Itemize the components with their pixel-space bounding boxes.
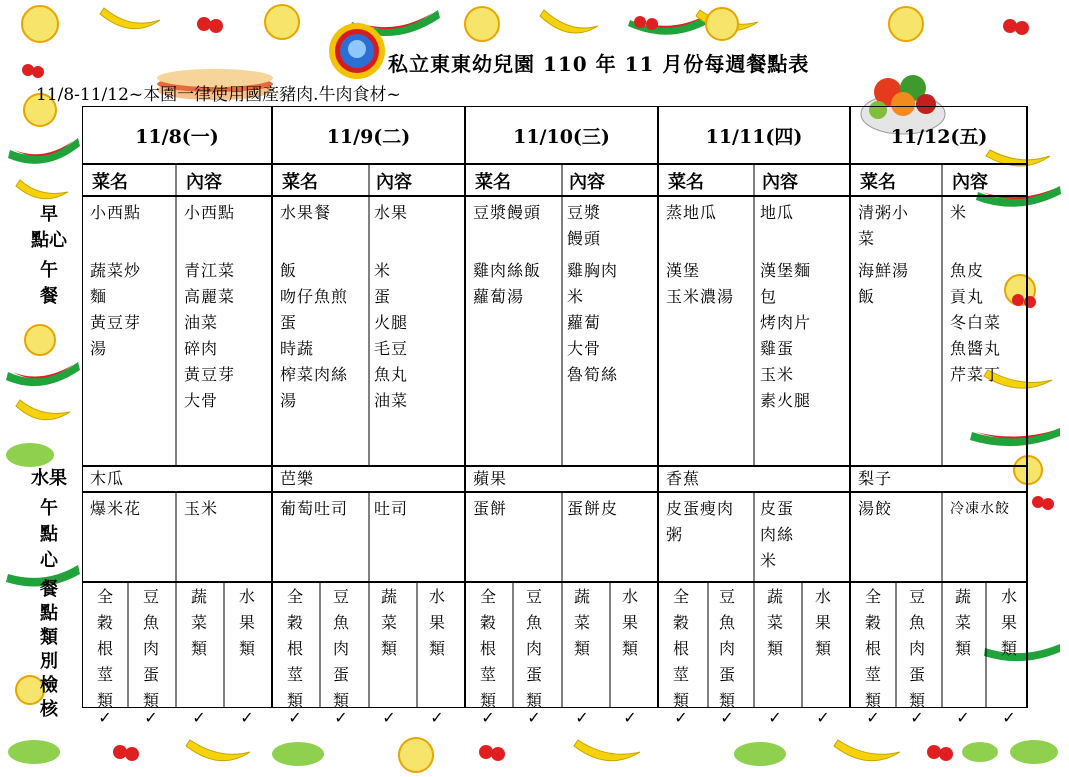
snack-content: 吐司 (374, 499, 409, 518)
food-group-label: 蔬 菜 類 (573, 587, 590, 658)
breakfast-dish: 水果餐 (280, 203, 332, 222)
dish-column-header: 菜名 (860, 172, 896, 193)
row-label-food-check: 餐 點 類 別 檢 核 (40, 579, 58, 720)
food-group-label: 全 穀 根 莖 類 (479, 587, 496, 710)
breakfast-content: 米 (950, 203, 968, 222)
dish-column-header: 菜名 (668, 172, 704, 193)
content-column-header: 內容 (952, 172, 988, 193)
snack-dish: 爆米花 (90, 499, 142, 518)
lunch-dish: 海鮮湯 飯 (858, 261, 910, 306)
lunch-dish: 雞肉絲飯 蘿蔔湯 (473, 261, 542, 306)
food-group-label: 蔬 菜 類 (190, 587, 207, 658)
food-group-check-mark: ✓ (956, 708, 970, 727)
food-group-check-mark: ✓ (382, 708, 396, 727)
day-date-header: 11/8(一) (135, 125, 219, 148)
snack-content: 皮蛋 肉絲 米 (760, 499, 795, 570)
food-group-label: 豆 魚 肉 蛋 類 (525, 587, 542, 710)
food-group-check-mark: ✓ (575, 708, 589, 727)
food-group-check-mark: ✓ (1002, 708, 1016, 727)
food-group-label: 水 果 類 (621, 587, 638, 658)
dish-column-header: 菜名 (92, 172, 128, 193)
food-group-label: 豆 魚 肉 蛋 類 (718, 587, 735, 710)
snack-content: 玉米 (184, 499, 219, 518)
breakfast-dish: 清粥小 菜 (858, 203, 910, 248)
food-group-label: 水 果 類 (238, 587, 255, 658)
food-group-check-mark: ✓ (816, 708, 830, 727)
food-group-label: 豆 魚 肉 蛋 類 (332, 587, 349, 710)
day-date-header: 11/9(二) (326, 125, 411, 148)
food-group-label: 全 穀 根 莖 類 (286, 587, 303, 710)
food-group-check-mark: ✓ (527, 708, 541, 727)
food-group-label: 水 果 類 (428, 587, 445, 658)
dish-column-header: 菜名 (282, 172, 318, 193)
snack-content: 冷凍水餃 (950, 501, 1010, 517)
page-title: 私立東東幼兒園 110 年 11 月份每週餐點表 (388, 52, 810, 76)
food-group-check-mark: ✓ (910, 708, 924, 727)
breakfast-content: 地瓜 (760, 203, 795, 222)
fruit-of-day: 梨子 (858, 469, 893, 488)
breakfast-content: 豆漿 饅頭 (567, 203, 602, 248)
snack-dish: 湯餃 (858, 499, 893, 518)
content-column-header: 內容 (376, 172, 412, 193)
food-group-label: 水 果 類 (814, 587, 831, 658)
food-group-label: 蔬 菜 類 (766, 587, 783, 658)
lunch-dish: 漢堡 玉米濃湯 (666, 261, 735, 306)
dish-column-header: 菜名 (475, 172, 511, 193)
lunch-dish: 蔬菜炒 麵 黃豆芽 湯 (90, 261, 142, 358)
food-group-check-mark: ✓ (674, 708, 688, 727)
row-label-lunch: 午 餐 (40, 260, 58, 307)
snack-dish: 葡萄吐司 (280, 499, 349, 518)
food-group-label: 水 果 類 (1000, 587, 1017, 658)
day-date-header: 11/10(三) (513, 125, 610, 148)
breakfast-dish: 豆漿饅頭 (473, 203, 542, 222)
food-group-label: 蔬 菜 類 (380, 587, 397, 658)
food-group-check-mark: ✓ (192, 708, 206, 727)
snack-content: 蛋餅皮 (567, 499, 619, 518)
food-group-check-mark: ✓ (430, 708, 444, 727)
lunch-content: 雞胸肉 米 蘿蔔 大骨 魯筍絲 (567, 261, 619, 384)
snack-dish: 皮蛋瘦肉 粥 (666, 499, 735, 544)
snack-dish: 蛋餅 (473, 499, 508, 518)
content-column-header: 內容 (762, 172, 798, 193)
lunch-content: 漢堡麵 包 烤肉片 雞蛋 玉米 素火腿 (760, 261, 812, 410)
food-group-label: 全 穀 根 莖 類 (96, 587, 113, 710)
food-group-label: 全 穀 根 莖 類 (864, 587, 881, 710)
day-date-header: 11/11(四) (705, 125, 803, 148)
fruit-of-day: 蘋果 (473, 469, 508, 488)
lunch-dish: 飯 吻仔魚煎 蛋 時蔬 榨菜肉絲 湯 (280, 261, 349, 410)
food-group-label: 全 穀 根 莖 類 (672, 587, 689, 710)
week-subtitle: 11/8-11/12~本園一律使用國產豬肉.牛肉食材~ (36, 85, 401, 105)
food-group-check-mark: ✓ (288, 708, 302, 727)
row-label-afternoon-snack: 午 點 心 (40, 498, 58, 571)
food-group-label: 蔬 菜 類 (954, 587, 971, 658)
food-group-check-mark: ✓ (481, 708, 495, 727)
food-group-label: 豆 魚 肉 蛋 類 (908, 587, 925, 710)
row-label-breakfast: 早 點心 (31, 204, 67, 251)
lunch-content: 青江菜 高麗菜 油菜 碎肉 黃豆芽 大骨 (184, 261, 236, 410)
fruit-of-day: 芭樂 (280, 469, 315, 488)
row-label-fruit: 水果 (31, 468, 67, 489)
breakfast-content: 水果 (374, 203, 409, 222)
fruit-of-day: 香蕉 (666, 469, 701, 488)
food-group-check-mark: ✓ (623, 708, 637, 727)
breakfast-dish: 小西點 (90, 203, 142, 222)
food-group-check-mark: ✓ (768, 708, 782, 727)
content-column-header: 內容 (569, 172, 605, 193)
day-date-header: 11/12(五) (890, 125, 988, 148)
lunch-content: 魚皮 貢丸 冬白菜 魚醬丸 芹菜丁 (950, 261, 1002, 384)
food-group-check-mark: ✓ (334, 708, 348, 727)
food-group-check-mark: ✓ (720, 708, 734, 727)
breakfast-dish: 蒸地瓜 (666, 203, 718, 222)
food-group-check-mark: ✓ (240, 708, 254, 727)
food-group-check-mark: ✓ (866, 708, 880, 727)
food-group-label: 豆 魚 肉 蛋 類 (142, 587, 159, 710)
food-group-check-mark: ✓ (98, 708, 112, 727)
breakfast-content: 小西點 (184, 203, 236, 222)
fruit-of-day: 木瓜 (90, 469, 125, 488)
food-group-check-mark: ✓ (144, 708, 158, 727)
lunch-content: 米 蛋 火腿 毛豆 魚丸 油菜 (374, 261, 409, 410)
content-column-header: 內容 (186, 172, 222, 193)
school-logo (328, 22, 386, 80)
